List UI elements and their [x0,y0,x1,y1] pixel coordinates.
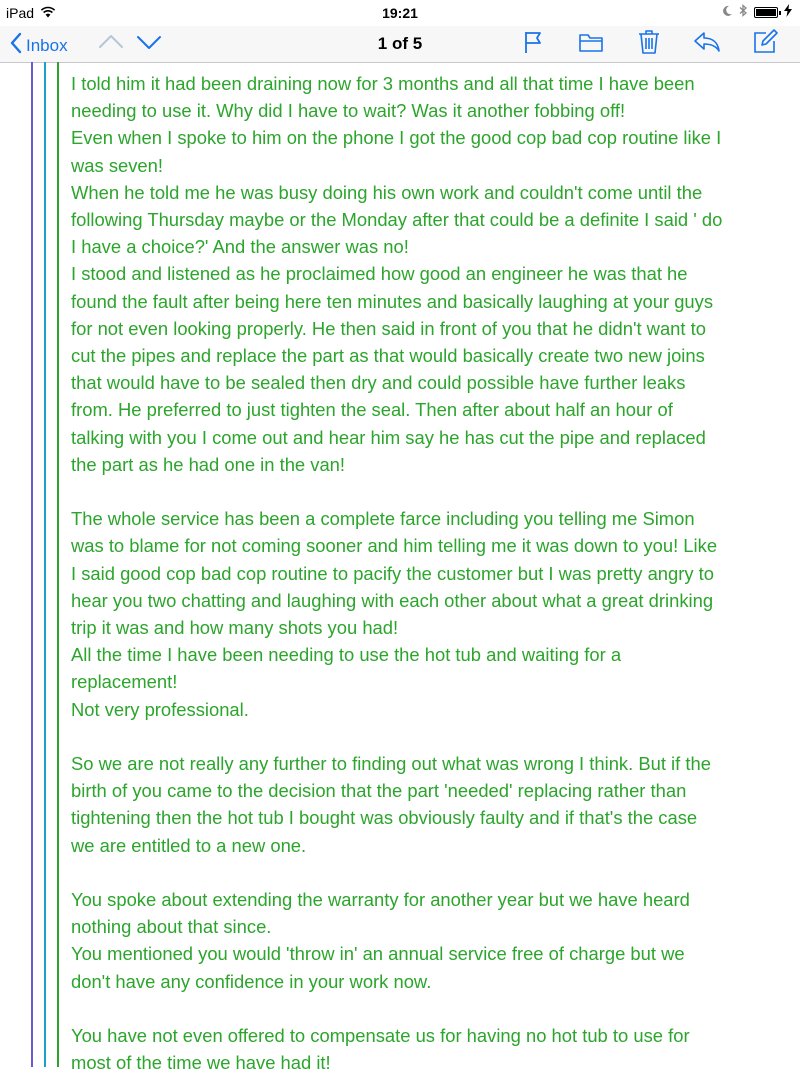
trash-icon [638,29,660,60]
chevron-up-icon [98,39,124,56]
nav-bar [0,26,800,63]
status-bar [0,0,800,26]
back-label: Inbox [26,35,68,55]
device-name: iPad [6,5,35,21]
chevron-down-icon [136,39,162,56]
flag-icon [523,30,543,59]
bluetooth-icon [739,4,748,20]
compose-button[interactable] [750,30,780,58]
status-right [722,4,792,20]
paragraph: I told him it had been draining now for 3 months and all that time I have been needing to use it. Why did I have to wait? Was it another fobbing off! Even when I spoke to him on the phone I got the good cop bad cop routine like I was seven! When he told me he was busy doing his own work and couldn't come until the following Thursday maybe or the Monday after that could be a definite I said ' do I have a choice?' And the answer was no! I stood and listened as he proclaimed how good an engineer he was that he found the fault after being here ten minutes and basically laughing at your guys for not even looking properly. He then said in front of you that he didn't want to cut the pipes and replace the part as that would basically create two new joins that would have to be sealed then dry and could possible have further leaks from. He preferred to just tighten the seal. Then after about half an hour of talking with you I come out and hear him say he has cut the pipe and replaced the part as he had one in the van! [71,73,723,475]
chevron-left-icon [10,32,22,59]
paragraph: You spoke about extending the warranty for another year but we have heard nothing about that since. You mentioned you would 'throw in' an annual service free of charge but we don't have any confidence in your work now. [71,889,690,992]
previous-message-button[interactable] [98,32,124,57]
compose-icon [752,29,778,60]
battery-fill [756,9,776,16]
paragraph: So we are not really any further to finding out what was wrong I think. But if the birth of you came to the decision that the part 'needed' replacing rather than tightening then the hot tub I bought was obviously faulty and if that's the case we are entitled to a new one. [71,753,711,856]
next-message-button[interactable] [136,32,162,57]
reply-button[interactable] [692,30,722,58]
message-position: 1 of 5 [377,34,423,53]
email-body [71,70,781,1076]
charging-icon [784,4,792,20]
paragraph: You have not even offered to compensate us for having no hot tub to use for most of the time we have had it! [71,1025,690,1074]
quote-bar-1 [31,62,33,1067]
back-to-inbox-button[interactable] [10,32,68,59]
trash-button[interactable] [634,30,664,58]
paragraph: The whole service has been a complete farce including you telling me Simon was to blame for not coming sooner and him telling me it was down to you! Like I said good cop bad cop routine to pacify the customer but I was pretty angry to hear you two chatting and laughing with each other about what a great drinking trip it was and how many shots you had! All the time I have been needing to use the hot tub and waiting for a replacement! Not very professional. [71,508,718,720]
move-to-folder-button[interactable] [576,30,606,58]
message-actions [518,30,780,58]
quote-bar-3 [57,62,59,1067]
quote-bar-2 [44,62,46,1067]
battery-icon [754,7,778,18]
flag-button[interactable] [518,30,548,58]
moon-icon [722,4,733,20]
status-time: 19:21 [382,5,418,21]
reply-icon [693,31,721,58]
folder-icon [578,31,604,58]
